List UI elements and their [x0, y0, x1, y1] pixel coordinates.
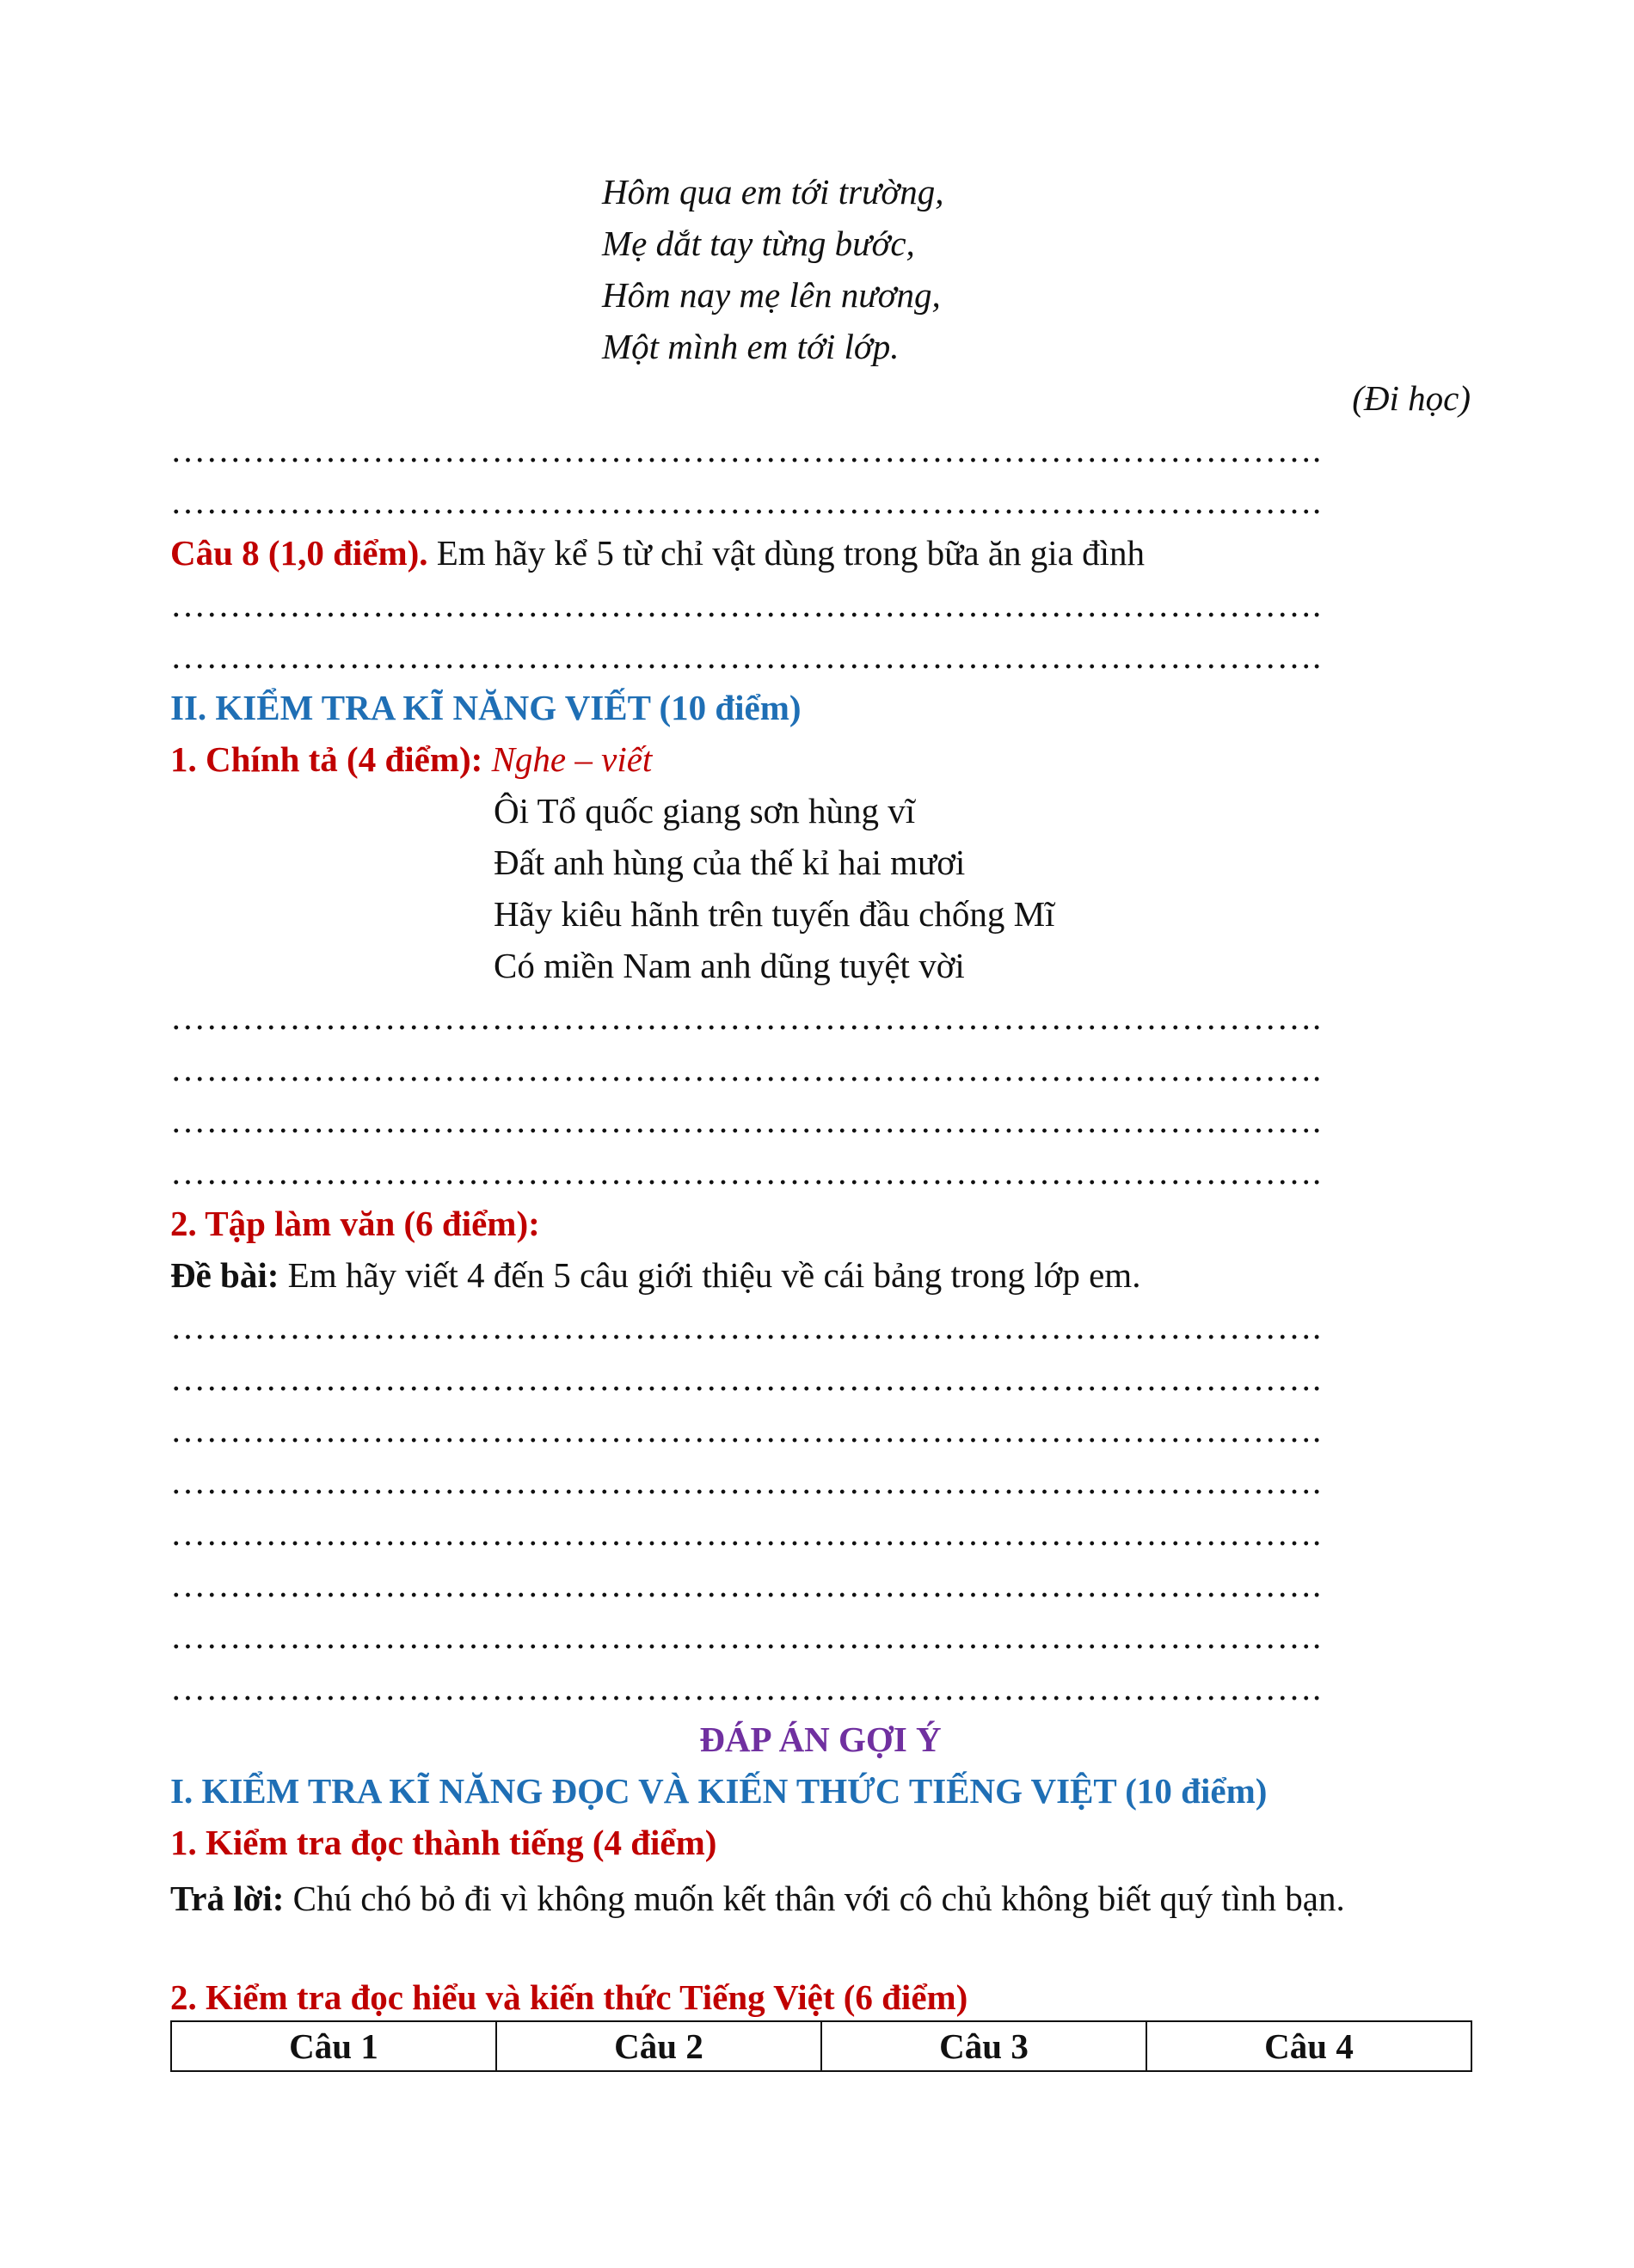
answer-key-title: ĐÁP ÁN GỢI Ý [699, 1719, 942, 1759]
answer-dotted-line: ……………………………………………………………………………………. [170, 1513, 1322, 1553]
answer-dotted-line: ……………………………………………………………………………………. [170, 1462, 1322, 1501]
poem-line-4: Một mình em tới lớp. [602, 327, 900, 366]
section-2-title: II. KIỂM TRA KĨ NĂNG VIẾT (10 điểm) [170, 688, 802, 727]
de-bai [170, 1254, 1140, 1296]
poem-line-2: Mẹ dắt tay từng bước, [602, 224, 915, 263]
chinh-ta-mode: Nghe – viết [482, 739, 653, 779]
reading-aloud-heading: 1. Kiểm tra đọc thành tiếng (4 điểm) [170, 1823, 717, 1862]
answer-dotted-line: ……………………………………………………………………………………. [170, 1358, 1322, 1398]
answer-dotted-line: ……………………………………………………………………………………. [170, 585, 1322, 624]
tra-loi-paragraph [170, 1873, 1471, 1924]
table-header-cell: Câu 2 [496, 2021, 821, 2071]
answer-dotted-line: ……………………………………………………………………………………. [170, 1049, 1322, 1088]
answer-table [170, 2020, 1472, 2072]
answer-dotted-line: ……………………………………………………………………………………. [170, 1565, 1322, 1604]
table-header-row [171, 2021, 1471, 2071]
poem-line-3: Hôm nay mẹ lên nương, [602, 275, 941, 315]
answer-dotted-line: ……………………………………………………………………………………. [170, 636, 1322, 676]
table-header-cell: Câu 3 [821, 2021, 1146, 2071]
answer-dotted-line: ……………………………………………………………………………………. [170, 1410, 1322, 1450]
table-header-cell: Câu 1 [171, 2021, 496, 2071]
answer-dotted-line: ……………………………………………………………………………………. [170, 1668, 1322, 1707]
poem-source: (Đi học) [1352, 378, 1471, 418]
question-8 [170, 531, 1145, 574]
dictation-line-3: Hãy kiêu hãnh trên tuyến đầu chống Mĩ [494, 894, 1055, 934]
answer-dotted-line: ……………………………………………………………………………………. [170, 481, 1322, 521]
dictation-line-2: Đất anh hùng của thế kỉ hai mươi [494, 843, 966, 882]
answer-dotted-line: ……………………………………………………………………………………. [170, 997, 1322, 1037]
comprehension-heading: 2. Kiểm tra đọc hiểu và kiến thức Tiếng Việt (6 điểm) [170, 1977, 968, 2017]
answer-section-1-title: I. KIỂM TRA KĨ NĂNG ĐỌC VÀ KIẾN THỨC TIẾNG VIỆT (10 điểm) [170, 1771, 1268, 1811]
dictation-line-1: Ôi Tổ quốc giang sơn hùng vĩ [494, 791, 916, 831]
chinh-ta-label: 1. Chính tả (4 điểm): [170, 739, 483, 779]
chinh-ta-heading [170, 738, 652, 781]
answer-dotted-line: ……………………………………………………………………………………. [170, 1616, 1322, 1656]
dictation-line-4: Có miền Nam anh dũng tuyệt vời [494, 946, 965, 985]
tra-loi-text: Chú chó bỏ đi vì không muốn kết thân với cô chủ không biết quý tình bạn. [284, 1879, 1345, 1918]
tap-lam-van-heading: 2. Tập làm văn (6 điểm): [170, 1204, 540, 1243]
answer-dotted-line: ……………………………………………………………………………………. [170, 1100, 1322, 1140]
answer-dotted-line: ……………………………………………………………………………………. [170, 1307, 1322, 1346]
poem-line-1: Hôm qua em tới trường, [602, 172, 944, 211]
table-header-cell: Câu 4 [1146, 2021, 1471, 2071]
de-bai-label: Đề bài: [170, 1255, 280, 1295]
de-bai-text: Em hãy viết 4 đến 5 câu giới thiệu về cái bảng trong lớp em. [279, 1255, 1141, 1295]
tra-loi-label: Trả lời: [170, 1879, 285, 1918]
answer-dotted-line: ……………………………………………………………………………………. [170, 1152, 1322, 1192]
question-8-text: Em hãy kể 5 từ chỉ vật dùng trong bữa ăn gia đình [427, 533, 1146, 573]
question-8-label: Câu 8 (1,0 điểm). [170, 533, 428, 573]
answer-dotted-line: ……………………………………………………………………………………. [170, 430, 1322, 469]
